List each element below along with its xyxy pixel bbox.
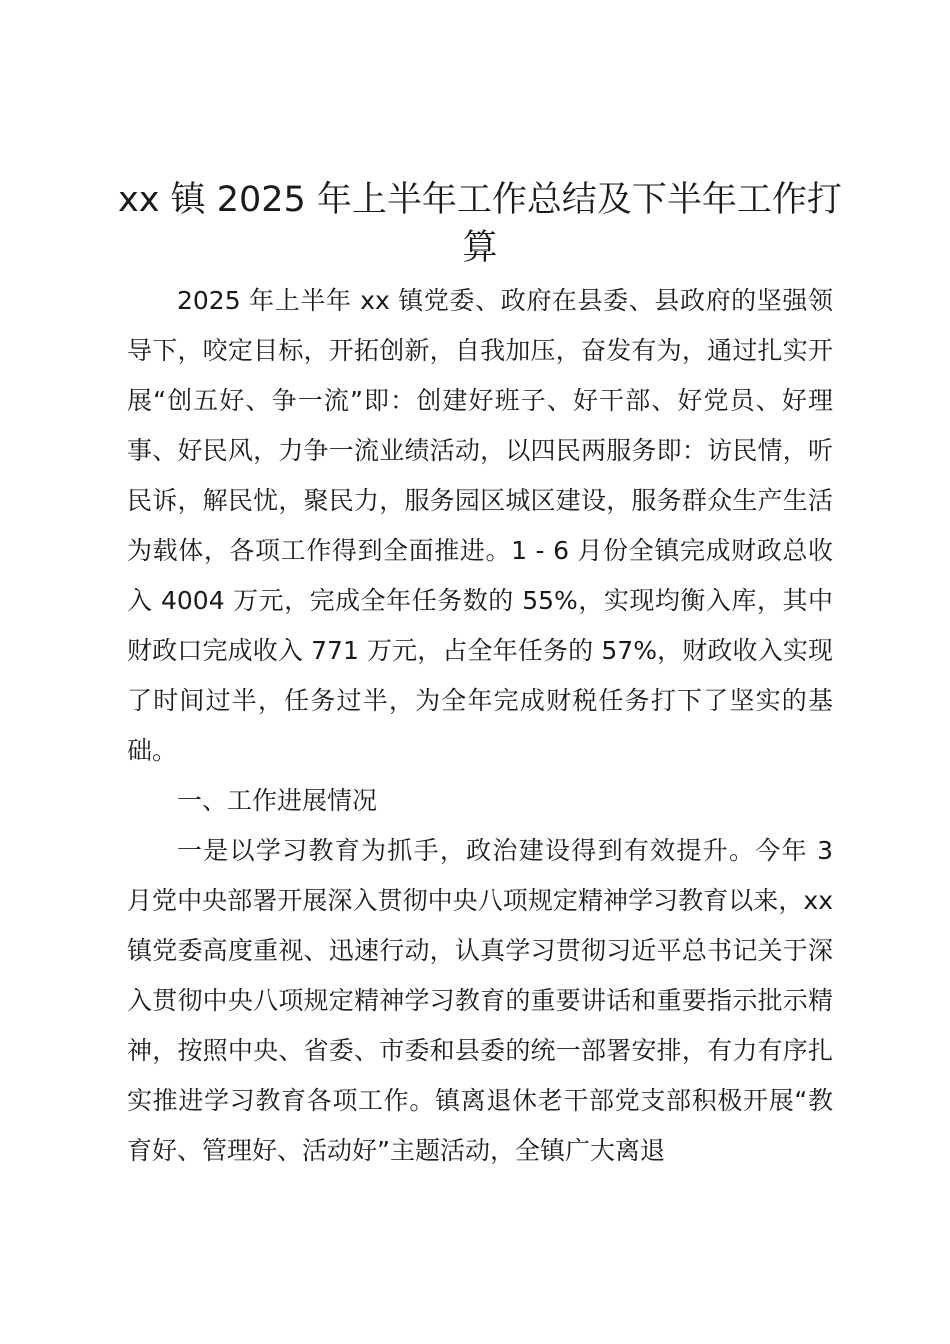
intro-paragraph: 2025 年上半年 xx 镇党委、政府在县委、县政府的坚强领导下，咬定目标，开拓创新，自我加压，奋发有为，通过扎实开展“创五好、争一流”即：创建好班子、好干部、好党员、好理事、好民风，力争一流业绩活动，以四民两服务即：访民情，听民诉，解民忧，聚民力，服务园区城区建设，服务群众生产生活为载体，各项工作得到全面推进。1 - 6 月份全镇完成财政总收入 4004 万元，完成全年任务数的 55%，实现均衡入库，其中财政口完成收入 771 万元，占全年任务的 57%，财政收入实现了时间过半，任务过半，为全年完成财税任务打下了坚实的基础。 bbox=[127, 286, 833, 765]
document-title: xx 镇 2025 年上半年工作总结及下半年工作打算 bbox=[118, 180, 842, 268]
section-paragraph: 一是以学习教育为抓手，政治建设得到有效提升。今年 3 月党中央部署开展深入贯彻中央八项规定精神学习教育以来，xx 镇党委高度重视、迅速行动，认真学习贯彻习近平总书记关于深入贯彻中央八项规定精神学习教育的重要讲话和重要指示批示精神，按照中央、省委、市委和县委的统一部署安排，有力有序扎实推进学习教育各项工作。镇离退休老干部党支部积极开展“教育好、管理好、活动好”主题活动，全镇广大离退 bbox=[127, 836, 833, 1165]
section-heading: 一、工作进展情况 bbox=[177, 786, 378, 815]
document-page bbox=[118, 176, 842, 1176]
